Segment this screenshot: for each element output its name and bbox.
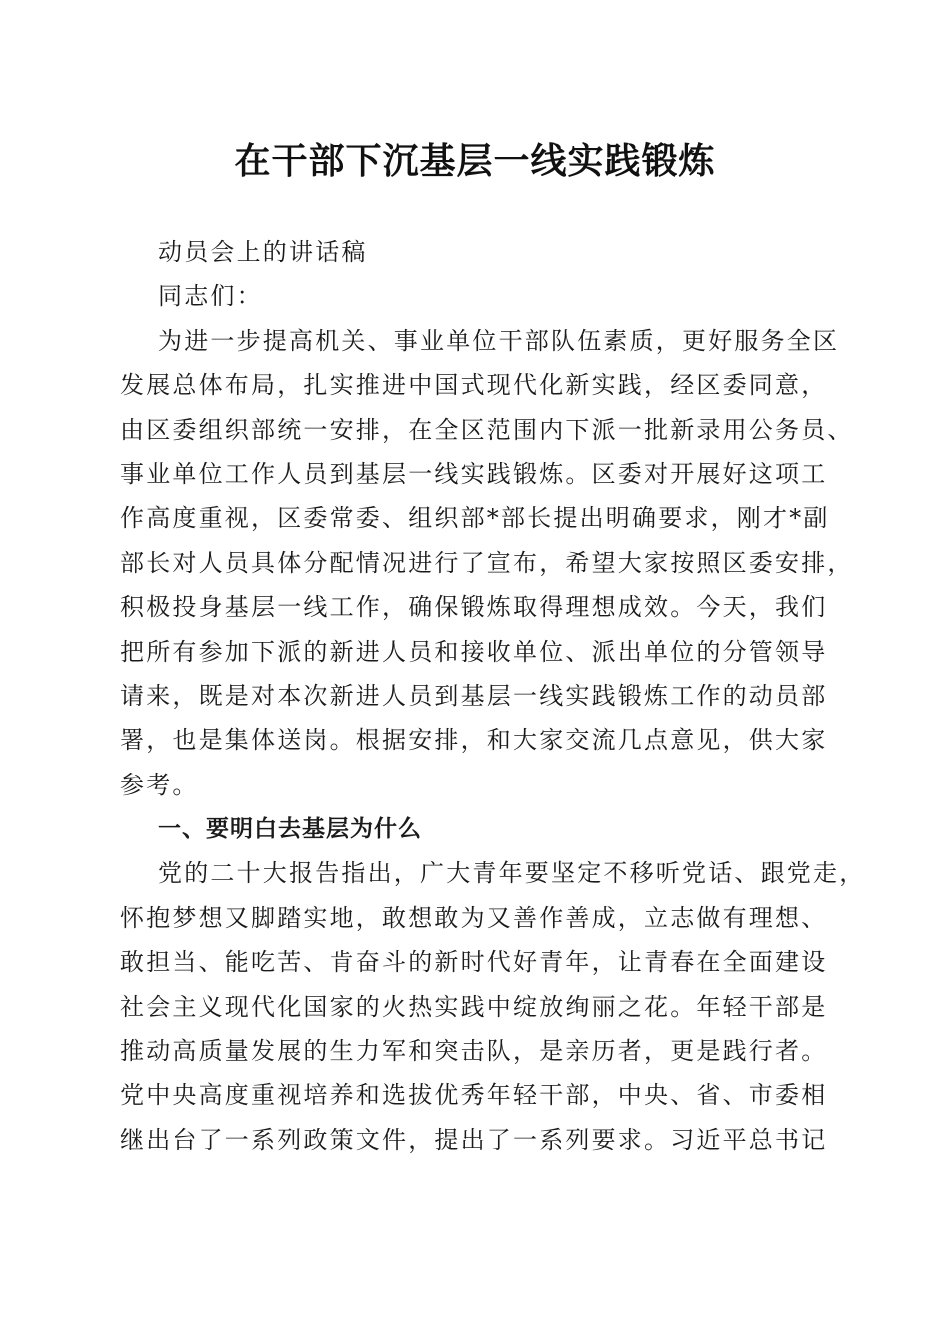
subtitle: 动员会上的讲话稿 [158,238,368,266]
document-body [120,230,866,1162]
paragraph-line: 事业单位工作人员到基层一线实践锻炼。区委对开展好这项工 [120,459,828,488]
paragraph-line: 把所有参加下派的新进人员和接收单位、派出单位的分管领导 [120,637,828,666]
paragraph-line: 继出台了一系列政策文件，提出了一系列要求。习近平总书记 [120,1125,828,1154]
document-title: 在干部下沉基层一线实践锻炼 [234,140,716,182]
paragraph-line: 为进一步提高机关、事业单位干部队伍素质，更好服务全区 [158,326,840,355]
paragraph-line: 推动高质量发展的生力军和突击队，是亲历者，更是践行者。 [120,1037,828,1066]
paragraph-line: 党的二十大报告指出，广大青年要坚定不移听党话、跟党走， [158,859,866,888]
paragraph-line: 敢担当、能吃苦、肯奋斗的新时代好青年，让青春在全面建设 [120,948,828,977]
paragraph-intro [120,319,854,807]
paragraph-section1 [120,851,866,1162]
paragraph-line: 部长对人员具体分配情况进行了宣布，希望大家按照区委安排， [120,548,854,577]
section-heading: 一、要明白去基层为什么 [158,816,422,843]
paragraph-line: 发展总体布局，扎实推进中国式现代化新实践，经区委同意， [120,371,828,400]
paragraph-line: 参考。 [120,770,199,799]
paragraph-line: 请来，既是对本次新进人员到基层一线实践锻炼工作的动员部 [120,681,828,710]
paragraph-line: 由区委组织部统一安排，在全区范围内下派一批新录用公务员、 [120,415,854,444]
paragraph-line: 积极投身基层一线工作，确保锻炼取得理想成效。今天，我们 [120,593,828,622]
paragraph-line: 党中央高度重视培养和选拔优秀年轻干部，中央、省、市委相 [120,1081,828,1110]
paragraph-line: 署，也是集体送岗。根据安排，和大家交流几点意见，供大家 [120,726,828,755]
paragraph-line: 社会主义现代化国家的火热实践中绽放绚丽之花。年轻干部是 [120,992,828,1021]
paragraph-line: 作高度重视，区委常委、组织部*部长提出明确要求，刚才*副 [120,504,830,533]
salutation: 同志们： [158,282,263,311]
paragraph-line: 怀抱梦想又脚踏实地，敢想敢为又善作善成，立志做有理想、 [120,903,828,932]
